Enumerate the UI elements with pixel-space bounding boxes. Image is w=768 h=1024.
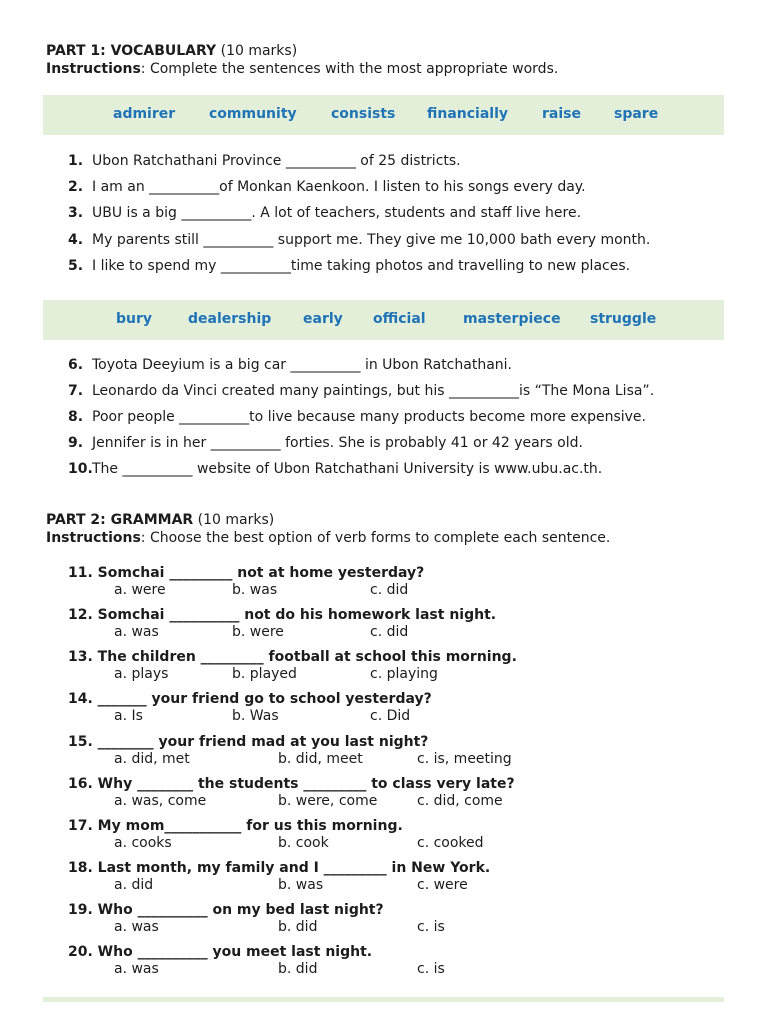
part2-instr-label: Instructions	[46, 530, 141, 546]
word-bank-item: consists	[331, 106, 396, 122]
part2-instructions	[46, 529, 610, 547]
option-a: a. was, come	[114, 793, 207, 809]
word-bank-item: community	[209, 106, 297, 122]
vocab-question: 9. Jennifer is in her __________ forties. She is probably 41 or 42 years old.	[68, 435, 583, 451]
part1-title: PART 1: VOCABULARY	[46, 43, 217, 59]
vocab-question: 10.The __________ website of Ubon Ratchathani University is www.ubu.ac.th.	[68, 461, 603, 477]
word-bank-1	[43, 95, 724, 135]
grammar-question: 12. Somchai __________ not do his homework last night.	[68, 607, 497, 623]
option-a: a. Is	[114, 708, 143, 724]
option-c: c. cooked	[417, 835, 484, 851]
option-c: c. playing	[370, 666, 438, 682]
part1-instructions	[46, 60, 558, 78]
vocab-question: 5. I like to spend my __________time taking photos and travelling to new places.	[68, 258, 631, 274]
option-c: c. did	[370, 624, 409, 640]
option-b: b. was	[278, 877, 324, 893]
part2-title-line	[46, 511, 274, 529]
word-bank-item: spare	[614, 106, 659, 122]
grammar-question: 20. Who __________ you meet last night.	[68, 944, 373, 960]
grammar-question: 11. Somchai _________ not at home yesterday?	[68, 565, 425, 581]
option-a: a. were	[114, 582, 166, 598]
part2-marks: (10 marks)	[197, 512, 275, 528]
option-a: a. plays	[114, 666, 169, 682]
vocab-question: 7. Leonardo da Vinci created many paintings, but his __________is “The Mona Lisa”.	[68, 383, 655, 399]
grammar-question: 19. Who __________ on my bed last night?	[68, 902, 384, 918]
option-c: c. is, meeting	[417, 751, 512, 767]
option-a: a. cooks	[114, 835, 172, 851]
option-b: b. cook	[278, 835, 329, 851]
option-c: c. did, come	[417, 793, 503, 809]
option-b: b. was	[232, 582, 278, 598]
vocab-question: 1. Ubon Ratchathani Province __________ of 25 districts.	[68, 153, 461, 169]
word-bank-item: admirer	[113, 106, 176, 122]
option-c: c. were	[417, 877, 468, 893]
option-c: c. is	[417, 961, 445, 977]
part1-marks: (10 marks)	[220, 43, 298, 59]
word-bank-item: financially	[427, 106, 509, 122]
word-bank-2	[43, 300, 724, 340]
grammar-question: 16. Why ________ the students _________ to class very late?	[68, 776, 515, 792]
grammar-question: 13. The children _________ football at school this morning.	[68, 649, 517, 665]
option-b: b. played	[232, 666, 297, 682]
word-bank-item: bury	[116, 311, 153, 327]
option-b: b. did, meet	[278, 751, 363, 767]
option-c: c. Did	[370, 708, 411, 724]
grammar-question: 18. Last month, my family and I _________ in New York.	[68, 860, 491, 876]
option-c: c. did	[370, 582, 409, 598]
word-bank-item: struggle	[590, 311, 657, 327]
word-bank-item: masterpiece	[463, 311, 561, 327]
word-bank-item: dealership	[188, 311, 272, 327]
vocab-question: 4. My parents still __________ support me. They give me 10,000 bath every month.	[68, 232, 651, 248]
option-b: b. did	[278, 961, 318, 977]
part2-title: PART 2: GRAMMAR	[46, 512, 194, 528]
word-bank-item: official	[373, 311, 426, 327]
option-c: c. is	[417, 919, 445, 935]
word-bank-item: raise	[542, 106, 581, 122]
vocab-question: 8. Poor people __________to live because many products become more expensive.	[68, 409, 646, 425]
option-b: b. were, come	[278, 793, 378, 809]
option-a: a. did	[114, 877, 154, 893]
grammar-question: 17. My mom___________ for us this morning.	[68, 818, 403, 834]
grammar-question: 15. ________ your friend mad at you last night?	[68, 734, 429, 750]
vocab-question: 3. UBU is a big __________. A lot of teachers, students and staff live here.	[68, 205, 582, 221]
option-b: b. Was	[232, 708, 279, 724]
option-a: a. did, met	[114, 751, 190, 767]
part1-instr-text: : Complete the sentences with the most appropriate words.	[140, 61, 559, 77]
vocab-question: 6. Toyota Deeyium is a big car __________ in Ubon Ratchathani.	[68, 357, 512, 373]
vocab-question: 2. I am an __________of Monkan Kaenkoon. I listen to his songs every day.	[68, 179, 586, 195]
word-bank-item: early	[303, 311, 343, 327]
grammar-question: 14. _______ your friend go to school yesterday?	[68, 691, 432, 707]
part1-title-line	[46, 42, 297, 60]
option-a: a. was	[114, 919, 159, 935]
option-b: b. did	[278, 919, 318, 935]
option-a: a. was	[114, 624, 159, 640]
option-a: a. was	[114, 961, 159, 977]
part1-instr-label: Instructions	[46, 61, 141, 77]
option-b: b. were	[232, 624, 284, 640]
part2-instr-text: : Choose the best option of verb forms to complete each sentence.	[140, 530, 611, 546]
bottom-divider	[43, 997, 724, 1002]
